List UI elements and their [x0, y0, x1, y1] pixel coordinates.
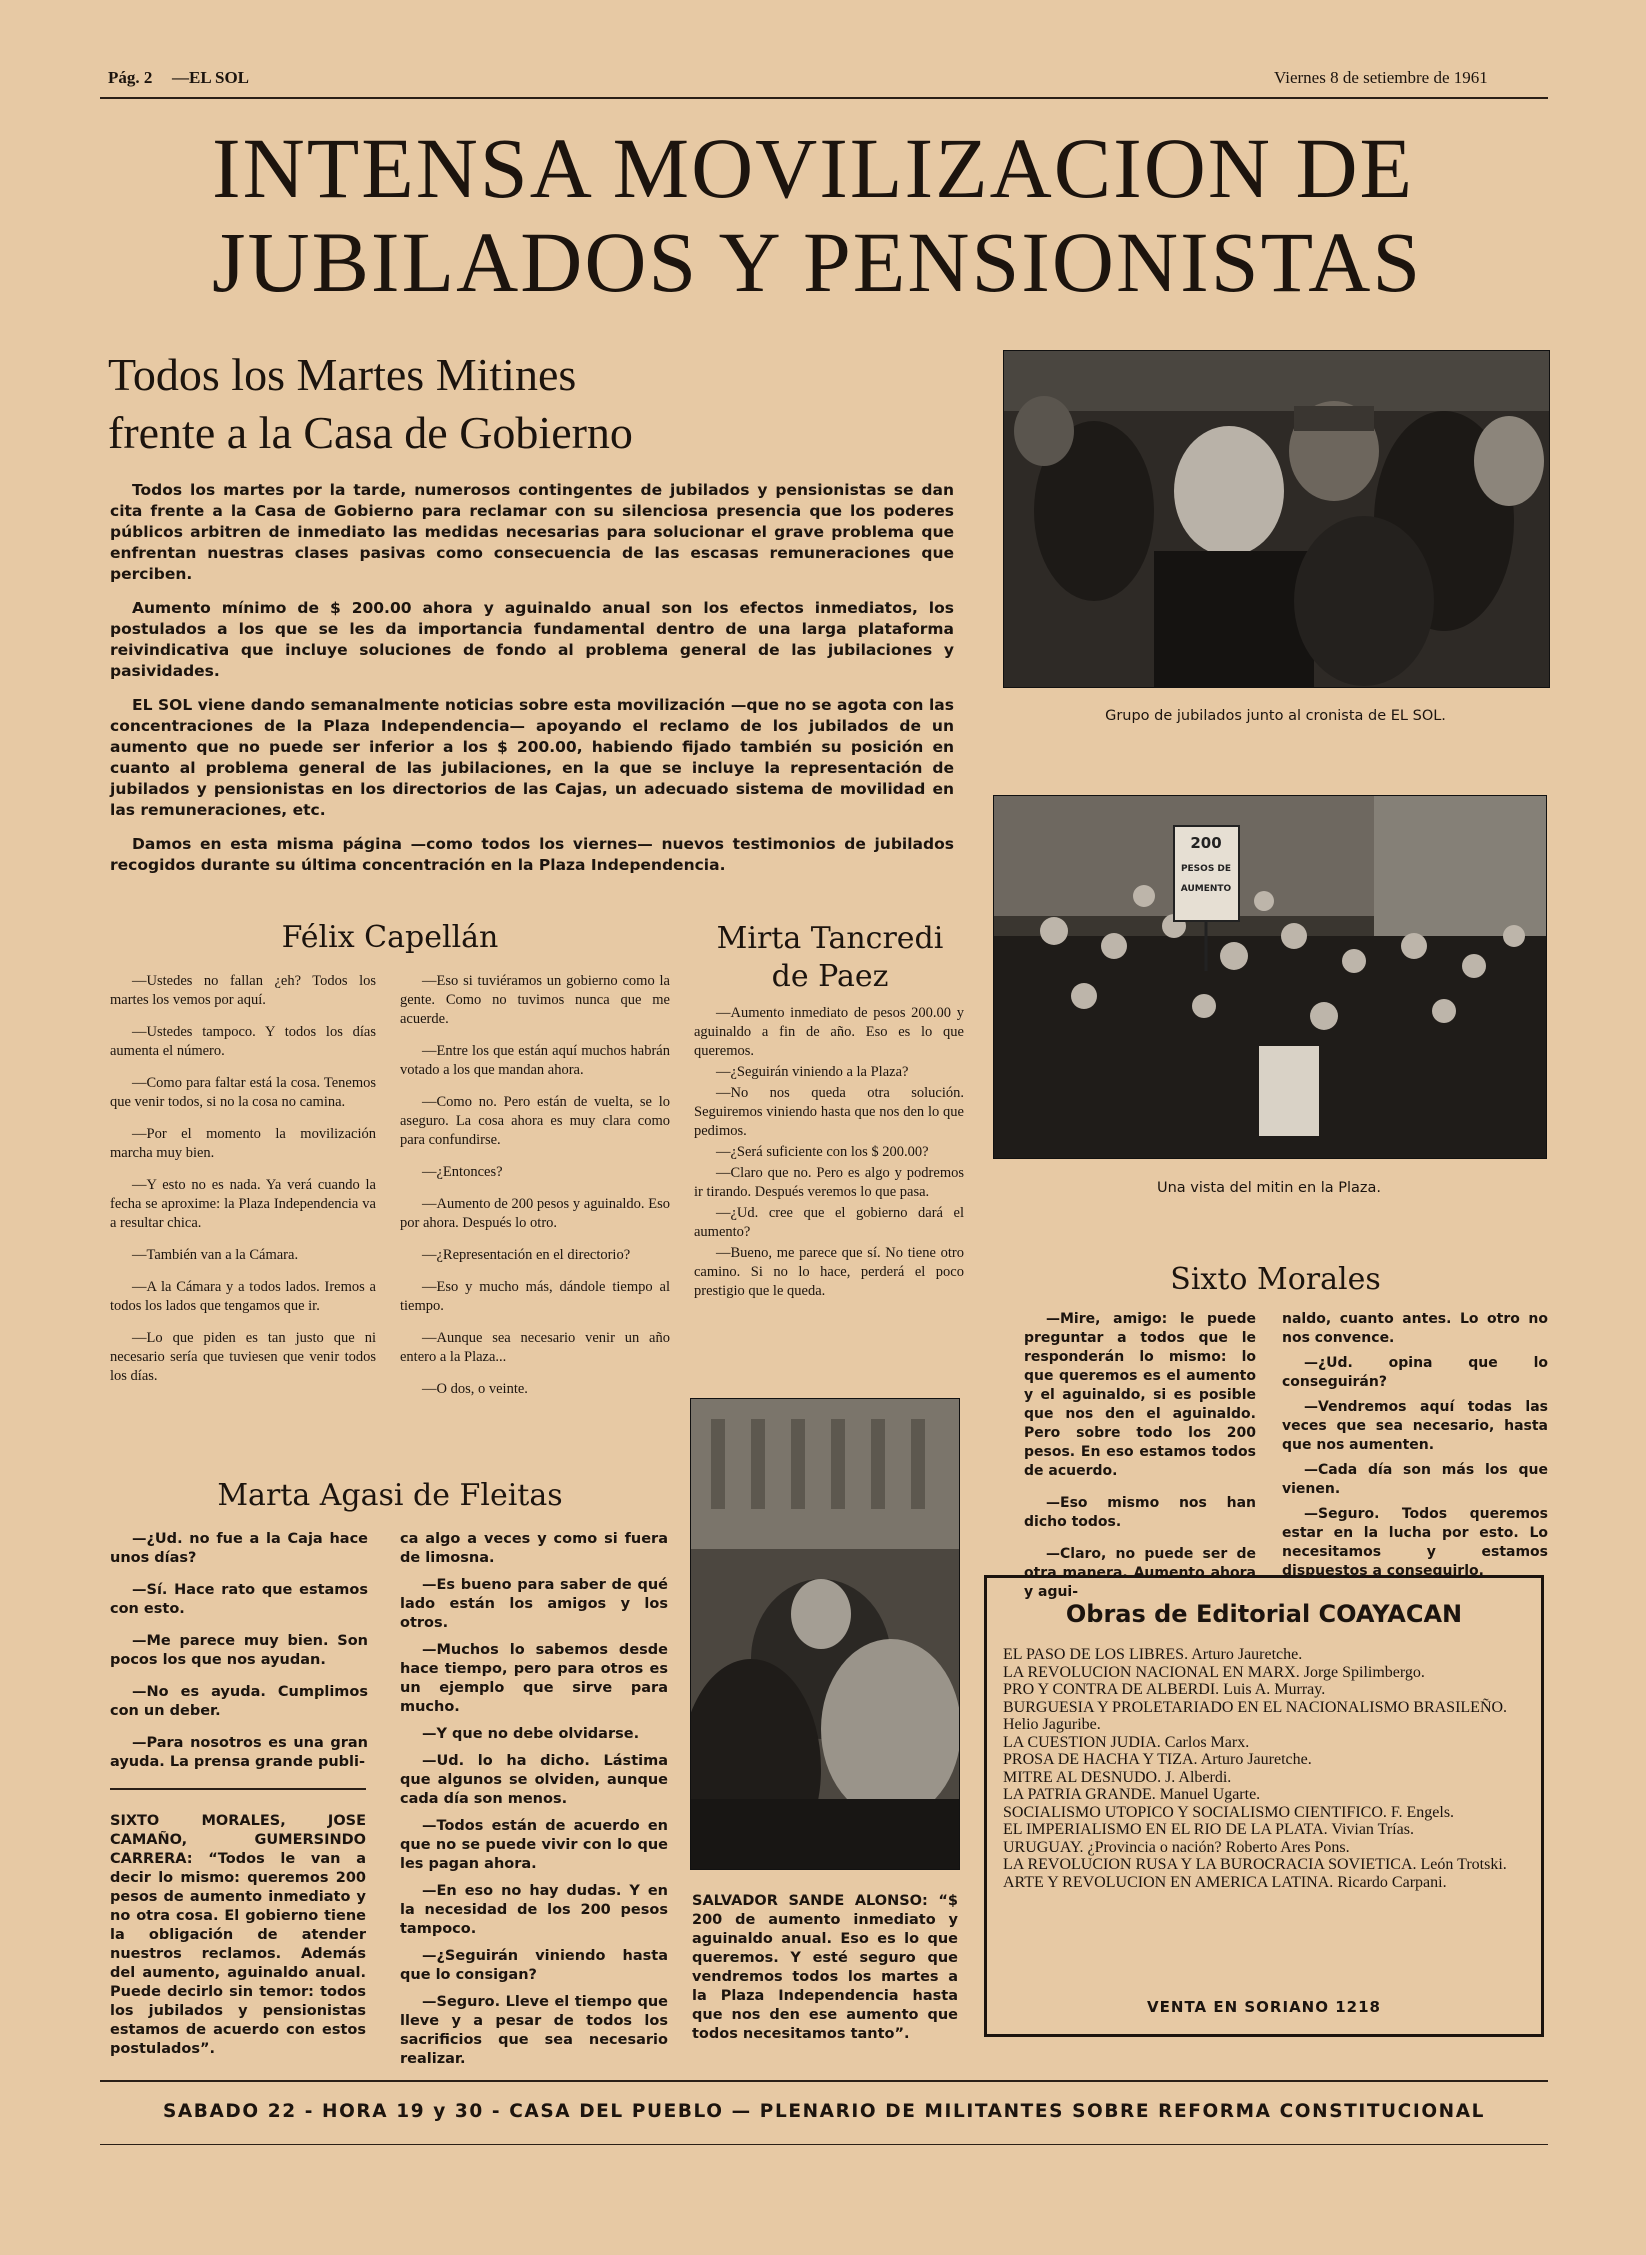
book-author: Arturo Jauretche.	[1191, 1646, 1303, 1663]
dialogue-line: —¿Ud. cree que el gobierno dará el aumento?	[694, 1205, 964, 1240]
photo2-caption: Una vista del mitin en la Plaza.	[1156, 1180, 1382, 1196]
dialogue-line: —No es ayuda. Cumplimos con un deber.	[110, 1684, 368, 1719]
dialogue-line: —Eso y mucho más, dándole tiempo al tiempo.	[400, 1279, 670, 1314]
book-title: BURGUESIA Y PROLETARIADO EN EL NACIONALISMO BRASILEÑO.	[1003, 1698, 1508, 1716]
obras-venta: VENTA EN SORIANO 1218	[1147, 1998, 1381, 2016]
dialogue-line: —En eso no hay dudas. Y en la necesidad de los 200 pesos tampoco.	[400, 1883, 668, 1937]
photo-mitin-image	[994, 796, 1546, 1158]
dialogue-line: —¿Ud. no fue a la Caja hace unos días?	[110, 1531, 368, 1566]
dialogue-line: —Es bueno para saber de qué lado están los amigos y los otros.	[400, 1577, 668, 1631]
dialogue-line: —Muchos lo sabemos desde hace tiempo, pero para otros es un ejemplo que sirve para mucho.	[400, 1642, 668, 1715]
mirta-name-line2: de Paez	[771, 959, 889, 994]
dialogue-line: —¿Ud. opina que lo conseguirán?	[1282, 1355, 1548, 1390]
subhead-line2: frente a la Casa de Gobierno	[108, 407, 633, 458]
book-author: Manuel Ugarte.	[1159, 1786, 1261, 1803]
obras-item	[1003, 1734, 1529, 1752]
book-title: LA CUESTION JUDIA.	[1003, 1733, 1161, 1751]
dialogue-line: —Como para faltar está la cosa. Tenemos que venir todos, si no la cosa no camina.	[110, 1075, 376, 1110]
dialogue-line: —Y esto no es nada. Ya verá cuando la fecha se aproxime: la Plaza Independencia va a resultar chica.	[110, 1177, 376, 1231]
dialogue-line: —A la Cámara y a todos lados. Iremos a todos los lados que tengamos que ir.	[110, 1279, 376, 1314]
photo-mitin-plaza	[993, 795, 1547, 1159]
photo-jubilado-image	[691, 1399, 959, 1869]
subhead	[108, 346, 633, 462]
book-title: MITRE AL DESNUDO.	[1003, 1768, 1162, 1786]
obras-title: Obras de Editorial COAYACAN	[1065, 1600, 1463, 1628]
dialogue-line: —No nos queda otra solución. Seguiremos viniendo hasta que nos den lo que pedimos.	[694, 1085, 964, 1139]
dialogue-line: —¿Será suficiente con los $ 200.00?	[716, 1144, 929, 1160]
dialogue-line: —Eso mismo nos han dicho todos.	[1024, 1495, 1256, 1530]
intro-paragraph: Damos en esta misma página —como todos los viernes— nuevos testimonios de jubilados recogidos durante su última concentración en la Plaza Independencia.	[110, 835, 954, 874]
dialogue-line: ca algo a veces y como si fuera de limosna.	[400, 1531, 668, 1566]
dialogue-line: naldo, cuanto antes. Lo otro no nos convence.	[1282, 1311, 1548, 1346]
mirta-name	[692, 920, 968, 996]
sign-text-1: 200	[1190, 834, 1222, 852]
dialogue-line: —¿Representación en el directorio?	[422, 1247, 631, 1263]
dialogue-line: —Vendremos aquí todas las veces que sea necesario, hasta que nos aumenten.	[1282, 1399, 1548, 1453]
felix-col2	[400, 972, 670, 1412]
felix-col1	[110, 972, 376, 1399]
mirta-name-line1: Mirta Tancredi	[716, 921, 944, 956]
dialogue-line: —¿Seguirán viniendo a la Plaza?	[716, 1064, 909, 1080]
obras-item	[1003, 1769, 1529, 1787]
paper-name: —EL SOL	[172, 68, 250, 87]
dialogue-line: —Claro que no. Pero es algo y podremos ir tirando. Después veremos lo que pasa.	[694, 1165, 964, 1200]
intro-paragraph: Aumento mínimo de $ 200.00 ahora y aguinaldo anual son los efectos inmediatos, los postulados a los que se les da importancia fundamental dentro de una larga plataforma reivindicativa que incluye soluciones de fondo al problema general de las jubilaciones y pasividades.	[110, 599, 954, 680]
book-title: PRO Y CONTRA DE ALBERDI.	[1003, 1681, 1220, 1698]
obras-item	[1003, 1786, 1529, 1804]
obras-item	[1003, 1804, 1529, 1822]
book-author: Helio Jaguribe.	[1003, 1716, 1101, 1733]
photo1-caption: Grupo de jubilados junto al cronista de EL SOL.	[1105, 708, 1446, 724]
sign-text-2: PESOS DE	[1180, 864, 1232, 874]
intro-text	[110, 480, 954, 889]
header-rule	[100, 97, 1548, 99]
salvador-sande-quote: SALVADOR SANDE ALONSO: “$ 200 de aumento inmediato y aguinaldo anual. Eso es lo que queremos. Y esté seguro que vendremos todos los martes a la Plaza Independencia hasta que nos den ese aumento que todos necesitamos tanto”.	[692, 1893, 958, 2042]
photo-jubilados-image	[1004, 351, 1549, 687]
book-author: León Trotski.	[1420, 1856, 1507, 1873]
dialogue-line: —¿Seguirán viniendo hasta que lo consigan?	[400, 1948, 668, 1983]
page-number: Pág. 2	[108, 68, 153, 87]
sixto-col1	[1024, 1310, 1256, 1615]
dialogue-line: —Bueno, me parece que sí. No tiene otro camino. Si no lo hace, perderá el poco prestigio que le queda.	[694, 1245, 964, 1299]
dialogue-line: —¿Entonces?	[422, 1164, 503, 1180]
dialogue-line: —Ud. lo ha dicho. Lástima que algunos se olviden, aunque cada día son menos.	[400, 1753, 668, 1807]
sixto-name: Sixto Morales	[1170, 1262, 1381, 1297]
book-title: LA REVOLUCION NACIONAL EN MARX.	[1003, 1663, 1300, 1681]
intro-paragraph: Todos los martes por la tarde, numerosos contingentes de jubilados y pensionistas se dan cita frente a la Casa de Gobierno para reclamar con su silenciosa presencia que los poderes públicos arbitren de inmediato las medidas necesarias para solucionar el grave problema que enfrentan nuestras clases pasivas como consecuencia de las escasas remuneraciones que perciben.	[110, 481, 954, 583]
photo-jubilados-cronista	[1003, 350, 1550, 688]
book-author: Roberto Ares Pons.	[1225, 1838, 1350, 1856]
dialogue-line: —Cada día son más los que vienen.	[1282, 1462, 1548, 1497]
event-banner: SABADO 22 - HORA 19 y 30 - CASA DEL PUEBLO — PLENARIO DE MILITANTES SOBRE REFORMA CONSTITUCIONAL	[162, 2101, 1486, 2122]
book-author: F. Engels.	[1390, 1803, 1455, 1821]
dialogue-line: —Seguro. Todos queremos estar en la lucha por esto. Lo necesitamos y estamos dispuestos a conseguirlo.	[1282, 1506, 1548, 1579]
marta-name: Marta Agasi de Fleitas	[217, 1478, 563, 1513]
book-author: Carlos Marx.	[1164, 1733, 1250, 1751]
book-title: URUGUAY. ¿Provincia o nación?	[1003, 1838, 1222, 1856]
book-title: ARTE Y REVOLUCION EN AMERICA LATINA.	[1003, 1873, 1334, 1891]
obras-item	[1003, 1751, 1529, 1769]
book-title: LA PATRIA GRANDE.	[1003, 1786, 1156, 1803]
subhead-line1: Todos los Martes Mitines	[108, 349, 577, 400]
dialogue-line: —O dos, o veinte.	[422, 1381, 528, 1397]
dialogue-line: —Seguro. Lleve el tiempo que lleve y a pesar de todos los sacrificios que sea necesario realizar.	[400, 1994, 668, 2067]
book-title: PROSA DE HACHA Y TIZA.	[1003, 1751, 1198, 1768]
book-author: Vivian Trías.	[1331, 1821, 1414, 1838]
marta-col2	[400, 1530, 668, 2077]
dialogue-line: —Mire, amigo: le puede preguntar a todos que le responderán lo mismo: lo que queremos es el aumento y el aguinaldo, si es posible que nos den el aguinaldo. Pero sobre todo los 200 pesos. En eso estamos todos de acuerdo.	[1024, 1311, 1256, 1479]
obras-box	[984, 1575, 1544, 2037]
dialogue-line: —Aumento de 200 pesos y aguinaldo. Eso por ahora. Después lo otro.	[400, 1196, 670, 1231]
book-title: EL IMPERIALISMO EN EL RIO DE LA PLATA.	[1003, 1821, 1328, 1838]
dialogue-line: —Para nosotros es una gran ayuda. La prensa grande publi-	[110, 1735, 368, 1770]
obras-item	[1003, 1699, 1529, 1734]
book-author: Ricardo Carpani.	[1337, 1873, 1447, 1891]
book-author: Arturo Jauretche.	[1200, 1751, 1312, 1768]
book-title: EL PASO DE LOS LIBRES.	[1003, 1646, 1189, 1663]
obras-item	[1003, 1664, 1529, 1682]
obras-item	[1003, 1874, 1529, 1892]
headline-line1: INTENSA MOVILIZACION DE	[212, 120, 1415, 216]
marta-col1	[110, 1530, 368, 1785]
dialogue-line: —Claro, no puede ser de otra manera. Aumento ahora y agui-	[1024, 1546, 1256, 1600]
dialogue-line: —Sí. Hace rato que estamos con esto.	[110, 1582, 368, 1617]
dialogue-line: —También van a la Cámara.	[132, 1247, 299, 1263]
sign-text-3: AUMENTO	[1180, 884, 1232, 894]
obras-item	[1003, 1646, 1529, 1664]
obras-item	[1003, 1681, 1529, 1699]
dialogue-line: —Y que no debe olvidarse.	[422, 1726, 640, 1742]
obras-list	[1003, 1646, 1529, 1891]
intro-paragraph: EL SOL viene dando semanalmente noticias sobre esta movilización —que no se agota con las concentraciones de la Plaza Independencia— apoyando el reclamo de los jubilados de un aumento que no puede ser inferior a los $ 200.00, habiendo fijado también su posición en cuanto al problema general de las jubilaciones, en la que se incluye la representación de jubilados y pensionistas en los directorios de las Cajas, un adecuado sistema de movilidad en las remuneraciones, etc.	[110, 696, 954, 819]
book-author: Luis A. Murray.	[1223, 1681, 1326, 1698]
book-title: LA REVOLUCION RUSA Y LA BUROCRACIA SOVIETICA.	[1003, 1856, 1417, 1873]
book-author: Jorge Spilimbergo.	[1303, 1663, 1425, 1681]
dialogue-line: —Aumento inmediato de pesos 200.00 y aguinaldo a fin de año. Eso es lo que queremos.	[694, 1005, 964, 1059]
sixto-box-rule	[110, 1788, 366, 1790]
felix-name: Félix Capellán	[281, 920, 499, 955]
photo-jubilado-plaza	[690, 1398, 960, 1870]
banner-rule-bottom	[100, 2144, 1548, 2145]
dialogue-line: —Ustedes tampoco. Y todos los días aumenta el número.	[110, 1024, 376, 1059]
dialogue-line: —Eso si tuviéramos un gobierno como la gente. Como no tuvimos nunca que me acuerde.	[400, 973, 670, 1027]
book-title: SOCIALISMO UTOPICO Y SOCIALISMO CIENTIFICO.	[1003, 1803, 1387, 1821]
mirta-text	[694, 1004, 964, 1303]
dialogue-line: —Como no. Pero están de vuelta, se lo aseguro. La cosa ahora es muy clara como para confundirse.	[400, 1094, 670, 1148]
issue-date: Viernes 8 de setiembre de 1961	[1274, 68, 1488, 87]
obras-item	[1003, 1839, 1529, 1857]
dialogue-line: —Me parece muy bien. Son pocos los que nos ayudan.	[110, 1633, 368, 1668]
dialogue-line: —Aunque sea necesario venir un año entero a la Plaza...	[400, 1330, 670, 1365]
sixto-col2	[1282, 1310, 1548, 1587]
dialogue-line: —Lo que piden es tan justo que ni necesario sería que tuviesen que venir todos los días.	[110, 1330, 376, 1384]
dialogue-line: —Ustedes no fallan ¿eh? Todos los martes los vemos por aquí.	[110, 973, 376, 1008]
banner-rule-top	[100, 2080, 1548, 2082]
obras-item	[1003, 1856, 1529, 1874]
sixto-camano-carrera-quote: SIXTO MORALES, JOSE CAMAÑO, GUMERSINDO CARRERA: “Todos le van a decir lo mismo: queremos 200 pesos de aumento inmediato y no otra cosa. El gobierno tiene la obligación de atender nuestros reclamos. Además del aumento, aguinaldo anual. Puede decirlo sin temor: todos los jubilados y pensionistas estamos de acuerdo con estos postulados”.	[110, 1813, 366, 2057]
dialogue-line: —Entre los que están aquí muchos habrán votado a los que mandan ahora.	[400, 1043, 670, 1078]
dialogue-line: —Todos están de acuerdo en que no se puede vivir con lo que les pagan ahora.	[400, 1818, 668, 1872]
headline-line2: JUBILADOS Y PENSIONISTAS	[212, 214, 1423, 310]
dialogue-line: —Por el momento la movilización marcha muy bien.	[110, 1126, 376, 1161]
book-author: J. Alberdi.	[1165, 1768, 1232, 1786]
obras-item	[1003, 1821, 1529, 1839]
